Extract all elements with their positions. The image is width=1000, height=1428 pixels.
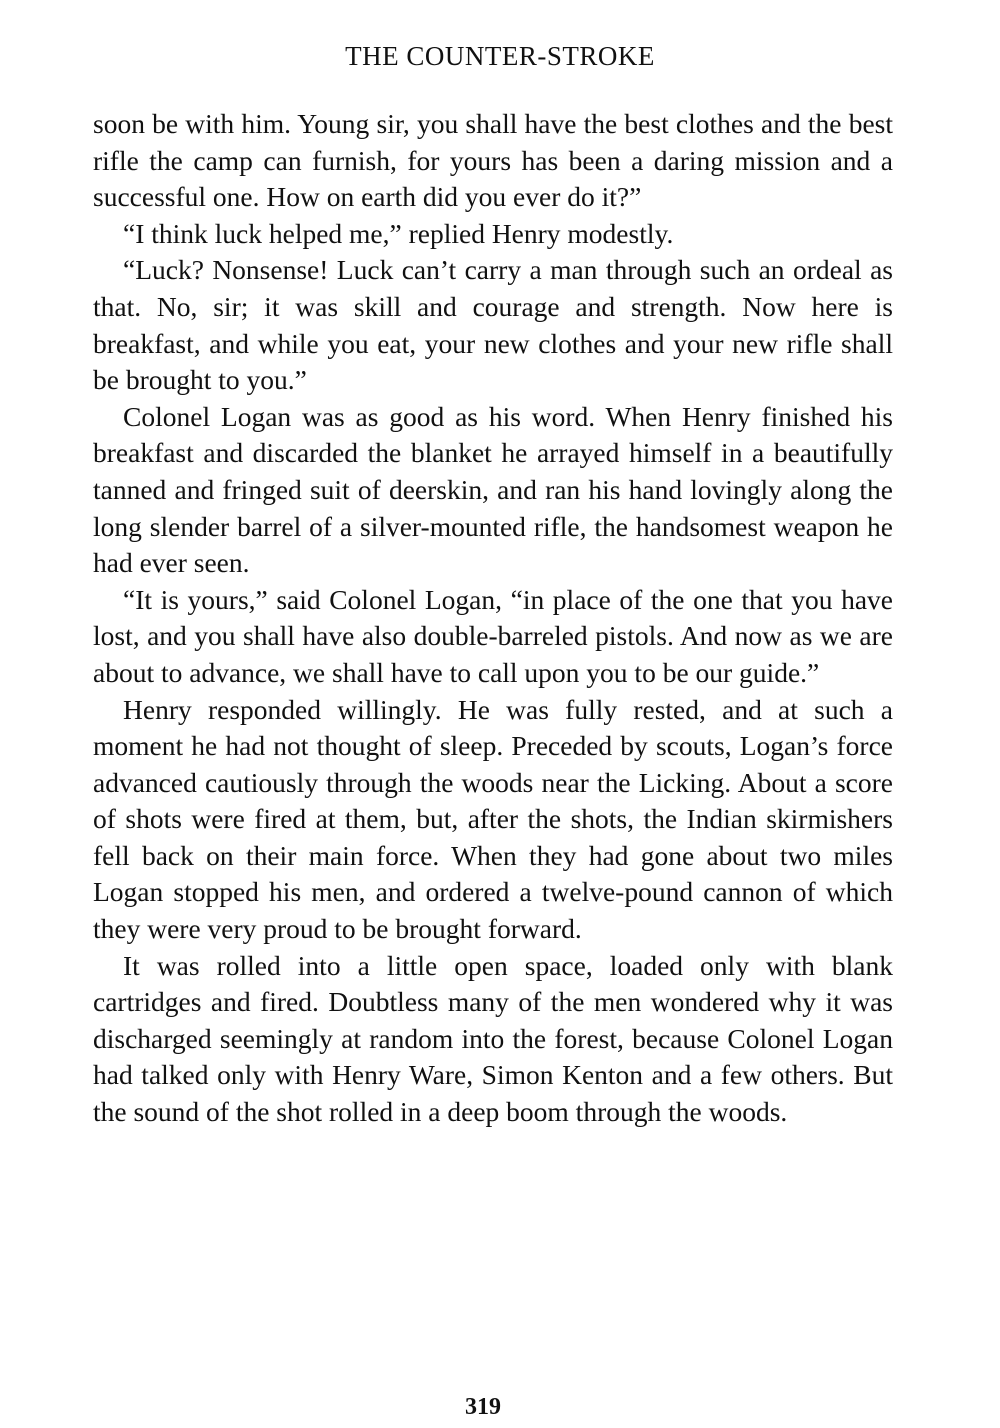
paragraph: It was rolled into a little open space, loaded only with blank cartridges and fired. Doubtless many of the men wondered why it was discharged seemingly at random into the forest, because Colonel Logan had talked only with Henry Ware, Simon Kenton and a few others. But the sound of the shot rolled in a deep boom through the woods. (93, 949, 893, 1128)
running-head: THE COUNTER-STROKE (345, 41, 655, 71)
page-number: 319 (465, 1394, 501, 1420)
paragraph-continued: soon be with him. Young sir, you shall have the best clothes and the best rifle the camp can furnish, for yours has been a daring mission and a successful one. How on earth did you ever do it?” (93, 108, 893, 213)
paragraph: Colonel Logan was as good as his word. When Henry finished his breakfast and discarded the blanket he arrayed himself in a beautifully tanned and fringed suit of deerskin, and ran his hand lovingly along the long slender barrel of a silver-mounted rifle, the handsomest weapon he had ever seen. (93, 400, 893, 579)
paragraph: Henry responded willingly. He was fully rested, and at such a moment he had not thought of sleep. Preceded by scouts, Logan’s force advanced cautiously through the woods near the Licking. About a score of shots were fired at them, but, after the shots, the Indian skirmishers fell back on their main force. When they had gone about two miles Logan stopped his men, and ordered a twelve-pound cannon of which they were very proud to be brought forward. (93, 693, 893, 945)
paragraph: “It is yours,” said Colonel Logan, “in place of the one that you have lost, and you shall have also double-barreled pistols. And now as we are about to advance, we shall have to call upon you to be our guide.” (93, 583, 893, 688)
paragraph: “Luck? Nonsense! Luck can’t carry a man through such an ordeal as that. No, sir; it was skill and courage and strength. Now here is breakfast, and while you eat, your new clothes and your new rifle shall be brought to you.” (93, 254, 893, 396)
body-text (93, 106, 893, 1131)
paragraph: “I think luck helped me,” replied Henry modestly. (123, 217, 674, 249)
